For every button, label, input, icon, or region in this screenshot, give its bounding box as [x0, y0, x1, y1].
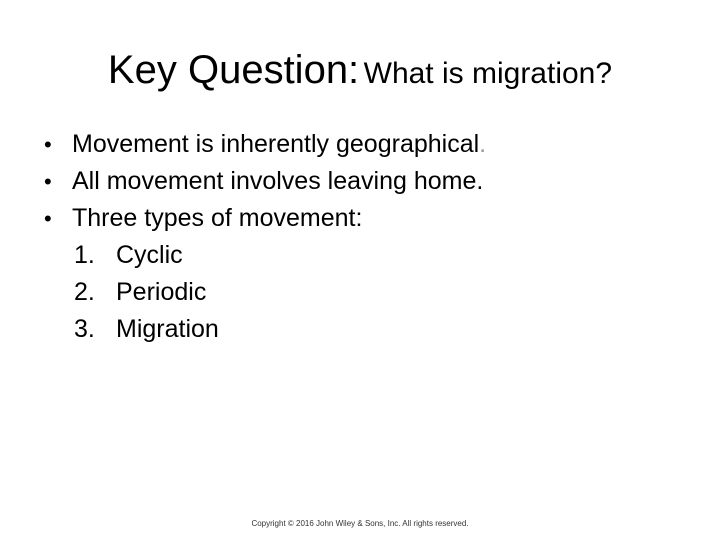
- item-number: 1.: [74, 241, 95, 269]
- bullet-text: All movement involves leaving home.: [72, 167, 484, 195]
- item-text: Migration: [116, 315, 219, 343]
- bullet-item: [44, 163, 684, 200]
- numbered-item: [44, 274, 684, 311]
- item-number: 2.: [74, 278, 95, 306]
- slide-title: [0, 44, 720, 105]
- bullet-text: Movement is inherently geographical.: [72, 130, 487, 158]
- slide-body: [44, 126, 684, 348]
- item-number: 3.: [74, 315, 95, 343]
- bullet-text: Three types of movement:: [72, 204, 363, 232]
- numbered-item: [44, 237, 684, 274]
- title-subtitle: What is migration?: [363, 57, 613, 90]
- copyright-footer: Copyright © 2016 John Wiley & Sons, Inc. All rights reserved.: [251, 519, 469, 528]
- bullet-item: [44, 200, 684, 237]
- numbered-item: [44, 311, 684, 348]
- item-text: Periodic: [116, 278, 207, 306]
- title-main: Key Question:: [107, 48, 360, 92]
- bullet-item: [44, 126, 684, 163]
- bullet-icon: •: [44, 169, 52, 194]
- bullet-icon: •: [44, 132, 52, 157]
- bullet-icon: •: [44, 206, 52, 231]
- item-text: Cyclic: [116, 241, 183, 269]
